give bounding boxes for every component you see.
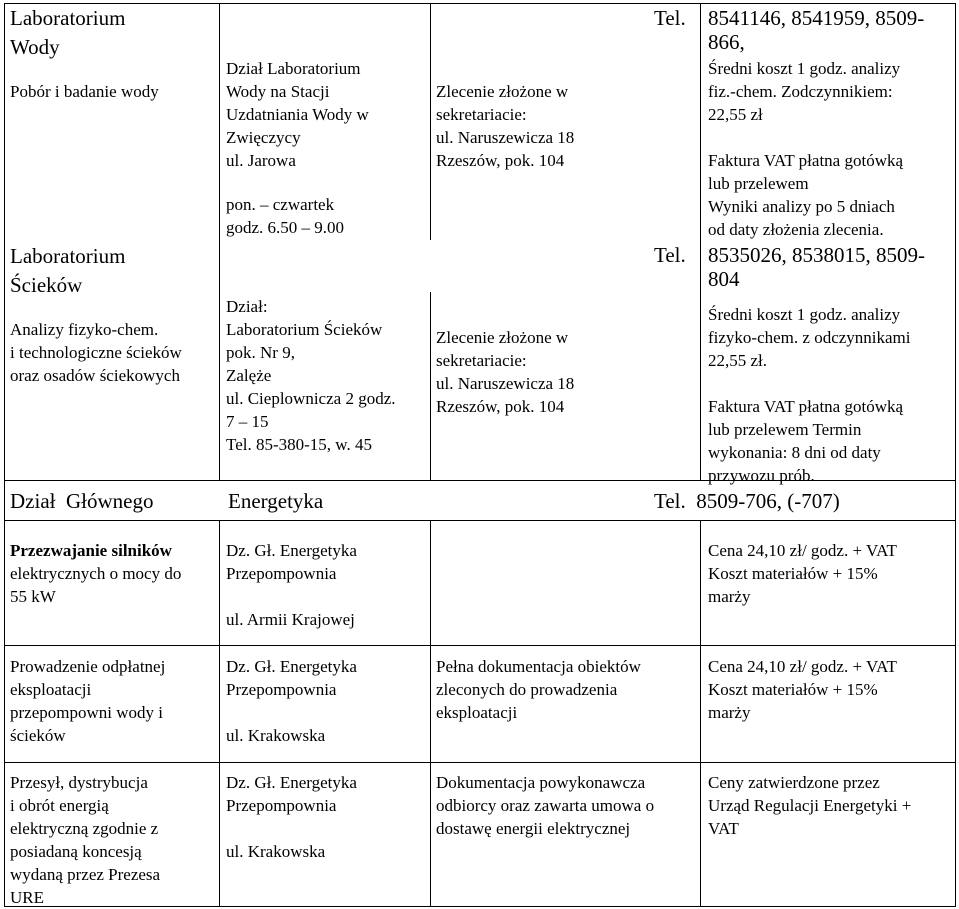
energetyka-row2-price: Cena 24,10 zł/ godz. + VAT Koszt materiałów + 15% marży [708,657,897,722]
lab-sciekow-tel-value: 8535026, 8538015, 8509- 804 [708,243,925,291]
lab-sciekow-title: Laboratorium Ścieków [10,244,126,297]
col-line-4 [955,3,956,907]
lab-wody-tel-value: 8541146, 8541959, 8509- 866, [708,6,925,54]
lab-wody-hours: pon. – czwartek godz. 6.50 – 9.00 [226,195,345,237]
energetyka-row3-location: Dz. Gł. Energetyka Przepompownia ul. Krakowska [226,773,357,861]
col-line-1b [219,520,220,907]
energetyka-header-b: Energetyka [228,489,324,513]
rule-row-1 [4,645,956,646]
energetyka-row2-docs: Pełna dokumentacja obiektów zleconych do prowadzenia eksploatacji [436,657,641,722]
rule-energetyka-header [4,520,956,521]
energetyka-row3-price: Ceny zatwierdzone przez Urząd Regulacji Energetyki + VAT [708,773,912,838]
lab-sciekow-location: Dział: Laboratorium Ścieków pok. Nr 9, Zalęże ul. Cieplownicza 2 godz. 7 – 15 Tel. 85-380-15, w. 45 [226,297,396,454]
col-line-2c [430,520,431,907]
energetyka-row1-service-rest: elektrycznych o mocy do 55 kW [10,564,182,606]
energetyka-row3-docs: Dokumentacja powykonawcza odbiorcy oraz zawarta umowa o dostawę energii elektrycznej [436,773,655,838]
energetyka-row3-service: Przesył, dystrybucja i obrót energią elektryczną zgodnie z posiadaną koncesją wydaną przez Prezesa URE [10,773,161,907]
energetyka-row2-location: Dz. Gł. Energetyka Przepompownia ul. Krakowska [226,657,357,745]
col-line-3b [700,520,701,907]
lab-wody-order: Zlecenie złożone w sekretariacie: ul. Naruszewicza 18 Rzeszów, pok. 104 [436,82,575,170]
lab-sciekow-service: Analizy fizyko-chem. i technologiczne ścieków oraz osadów ściekowych [10,320,182,385]
energetyka-header-a: Dział Głównego [10,489,154,513]
lab-wody-tel-label: Tel. [654,6,686,30]
lab-wody-info: Średni koszt 1 godz. analizy fiz.-chem. Zodczynnikiem: 22,55 zł Faktura VAT płatna gotówką lub przelewem Wyniki analizy po 5 dniach od daty złożenia zlecenia. [708,59,904,239]
col-line-2a [430,3,431,240]
lab-wody-location: Dział Laboratorium Wody na Stacji Uzdatniania Wody w Zwięczycy ul. Jarowa [226,59,369,170]
energetyka-header-tel: Tel. 8509-706, (-707) [654,489,840,513]
lab-sciekow-info: Średni koszt 1 godz. analizy fizyko-chem. z odczynnikami 22,55 zł. Faktura VAT płatna gotówką lub przelewem Termin wykonania: 8 dni od daty przywozu prób. [708,305,911,485]
lab-wody-title: Laboratorium Wody [10,6,126,59]
lab-sciekow-order: Zlecenie złożone w sekretariacie: ul. Naruszewicza 18 Rzeszów, pok. 104 [436,328,575,416]
col-line-2b [430,292,431,480]
energetyka-row2-service: Prowadzenie odpłatnej eksploatacji przepompowni wody i ścieków [10,657,166,745]
lab-wody-service: Pobór i badanie wody [10,82,159,101]
rule-row-2 [4,762,956,763]
lab-sciekow-tel-label: Tel. [654,243,686,267]
col-line-3a [700,3,701,480]
energetyka-row1-service-bold: Przezwajanie silników [10,541,172,560]
energetyka-row1-service [10,539,215,608]
col-line-1a [219,3,220,480]
col-line-0 [4,3,5,907]
energetyka-row1-location: Dz. Gł. Energetyka Przepompownia ul. Armii Krajowej [226,541,357,629]
energetyka-row1-price: Cena 24,10 zł/ godz. + VAT Koszt materiałów + 15% marży [708,541,897,606]
